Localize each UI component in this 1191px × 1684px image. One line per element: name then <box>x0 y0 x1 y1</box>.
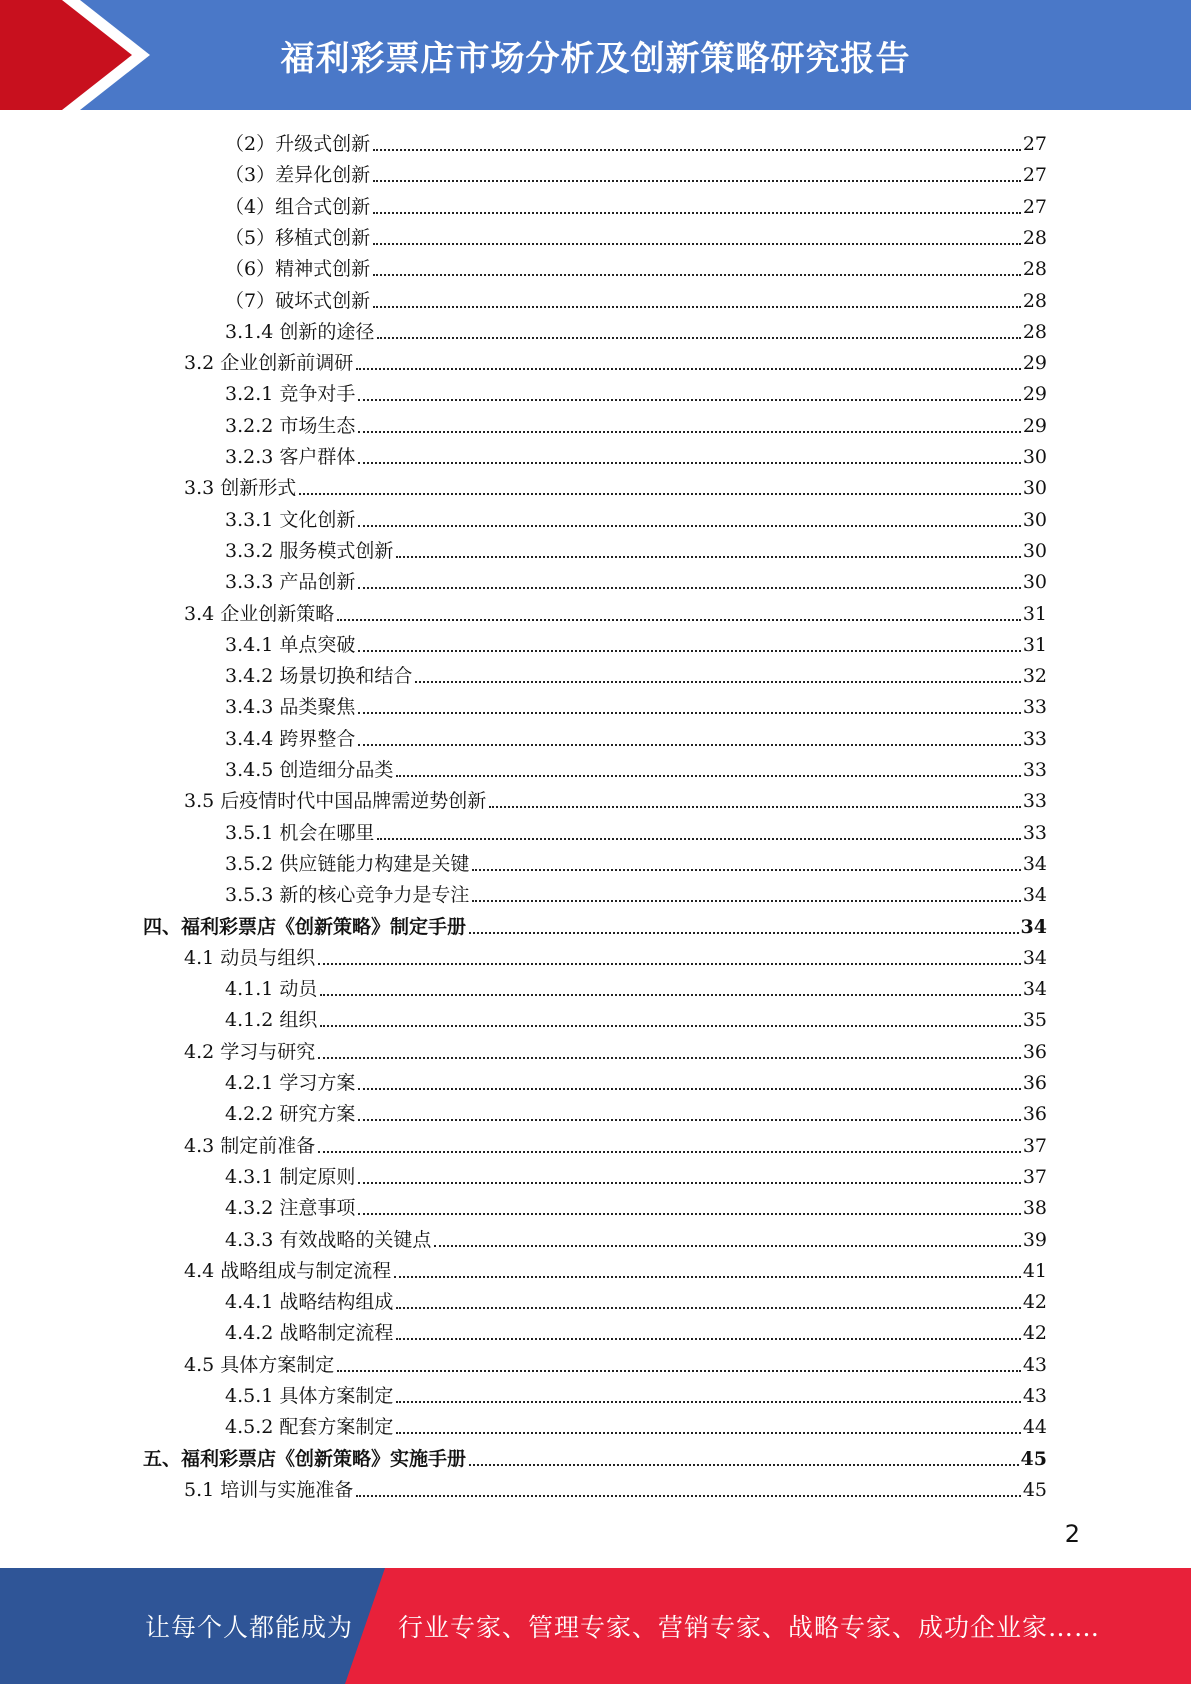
toc-dot-leader <box>358 744 1020 746</box>
toc-dot-leader <box>358 587 1020 589</box>
toc-entry[interactable] <box>184 1472 1047 1503</box>
toc-dot-leader <box>396 556 1020 558</box>
toc-entry-page: 31 <box>1022 602 1047 625</box>
toc-entry-page: 28 <box>1022 226 1047 249</box>
toc-dot-leader <box>415 681 1020 683</box>
toc-entry[interactable] <box>225 533 1047 564</box>
toc-entry[interactable] <box>225 1284 1047 1315</box>
toc-entry-page: 27 <box>1022 195 1047 218</box>
toc-dot-leader <box>396 1307 1020 1309</box>
toc-entry-page: 29 <box>1022 414 1047 437</box>
toc-entry-page: 34 <box>1022 946 1047 969</box>
footer-slogan-left: 让每个人都能成为 <box>145 1613 354 1642</box>
toc-entry[interactable] <box>225 439 1047 470</box>
toc-entry-label: 3.2.2 市场生态 <box>225 414 356 437</box>
toc-entry-page: 43 <box>1022 1385 1047 1407</box>
toc-entry[interactable] <box>225 846 1047 877</box>
toc-entry-label: 4.5 具体方案制定 <box>184 1353 335 1376</box>
toc-entry[interactable] <box>225 1096 1047 1127</box>
toc-entry-page: 42 <box>1022 1291 1047 1314</box>
toc-entry[interactable] <box>184 1128 1047 1159</box>
toc-entry[interactable] <box>225 1222 1047 1253</box>
toc-entry[interactable] <box>225 157 1047 188</box>
toc-entry-label: （5）移植式创新 <box>225 226 371 249</box>
toc-entry[interactable] <box>225 627 1047 658</box>
toc-entry[interactable] <box>225 815 1047 846</box>
toc-entry[interactable] <box>225 314 1047 345</box>
toc-dot-leader <box>373 243 1021 245</box>
toc-dot-leader <box>358 431 1020 433</box>
page-header <box>0 0 1191 110</box>
toc-entry[interactable] <box>225 877 1047 908</box>
toc-entry-page: 31 <box>1022 633 1047 656</box>
toc-dot-leader <box>358 1213 1020 1215</box>
toc-entry-page: 28 <box>1022 320 1047 343</box>
toc-dot-leader <box>396 1338 1020 1340</box>
toc-entry[interactable] <box>225 1002 1047 1033</box>
toc-entry-page: 43 <box>1022 1353 1047 1376</box>
toc-entry[interactable] <box>225 1378 1047 1409</box>
toc-entry-label: 3.2 企业创新前调研 <box>184 352 354 375</box>
toc-entry-label: 3.3.2 服务模式创新 <box>225 539 394 562</box>
toc-dot-leader <box>358 1182 1020 1184</box>
toc-dot-leader <box>337 1370 1021 1372</box>
toc-entry-label: 3.4.5 创造细分品类 <box>225 759 394 781</box>
toc-dot-leader <box>337 619 1021 621</box>
toc-entry[interactable] <box>225 689 1047 720</box>
toc-entry-page: 30 <box>1022 571 1047 594</box>
toc-dot-leader <box>396 775 1020 777</box>
toc-entry[interactable] <box>225 1190 1047 1221</box>
toc-entry[interactable] <box>225 408 1047 439</box>
toc-entry[interactable] <box>184 1034 1047 1065</box>
toc-entry[interactable] <box>225 658 1047 689</box>
toc-dot-leader <box>318 1057 1021 1059</box>
toc-dot-leader <box>373 180 1021 182</box>
toc-entry-page: 44 <box>1022 1416 1047 1439</box>
toc-entry-page: 33 <box>1022 821 1047 844</box>
footer-slogan-right: 行业专家、管理专家、营销专家、战略专家、成功企业家…… <box>398 1613 1101 1642</box>
toc-entry-page: 33 <box>1022 759 1047 781</box>
toc-dot-leader <box>320 994 1020 996</box>
toc-dot-leader <box>373 274 1021 276</box>
toc-dot-leader <box>472 869 1020 871</box>
toc-dot-leader <box>299 493 1021 495</box>
toc-dot-leader <box>469 1464 1019 1466</box>
toc-entry-page: 39 <box>1022 1228 1047 1251</box>
toc-dot-leader <box>358 399 1020 401</box>
toc-entry-page: 36 <box>1022 1072 1047 1094</box>
toc-dot-leader <box>358 1119 1020 1121</box>
toc-entry-label: 3.4.2 场景切换和结合 <box>225 665 413 688</box>
toc-entry-label: 4.4.2 战略制定流程 <box>225 1322 394 1345</box>
toc-entry[interactable] <box>225 189 1047 220</box>
toc-entry[interactable] <box>143 909 1047 940</box>
toc-dot-leader <box>358 462 1020 464</box>
toc-entry-page: 27 <box>1022 164 1047 187</box>
toc-dot-leader <box>358 525 1020 527</box>
toc-entry-page: 33 <box>1022 696 1047 719</box>
toc-entry[interactable] <box>184 596 1047 627</box>
toc-entry-label: 4.1 动员与组织 <box>184 946 316 969</box>
toc-entry[interactable] <box>225 1315 1047 1346</box>
toc-entry-page: 29 <box>1022 352 1047 375</box>
toc-entry-label: 4.2 学习与研究 <box>184 1040 316 1063</box>
toc-entry-label: 3.4.4 跨界整合 <box>225 727 356 750</box>
toc-entry[interactable] <box>225 220 1047 251</box>
toc-dot-leader <box>434 1245 1020 1247</box>
toc-entry-page: 30 <box>1022 446 1047 468</box>
toc-dot-leader <box>358 650 1020 652</box>
toc-entry-label: 3.4 企业创新策略 <box>184 602 335 625</box>
toc-entry-label: （7）破坏式创新 <box>225 289 371 312</box>
toc-entry-label: （2）升级式创新 <box>225 133 371 155</box>
toc-entry[interactable] <box>225 126 1047 157</box>
toc-entry-page: 33 <box>1022 790 1047 813</box>
toc-entry-label: 4.1.1 动员 <box>225 978 318 1001</box>
toc-dot-leader <box>377 337 1020 339</box>
toc-entry-label: 3.5.2 供应链能力构建是关键 <box>225 852 470 875</box>
toc-entry-label: 4.4 战略组成与制定流程 <box>184 1259 392 1282</box>
toc-entry-page: 34 <box>1022 852 1047 875</box>
toc-entry[interactable] <box>225 1409 1047 1440</box>
toc-dot-leader <box>320 1025 1020 1027</box>
toc-entry[interactable] <box>225 251 1047 282</box>
toc-dot-leader <box>396 1432 1020 1434</box>
toc-entry[interactable] <box>184 470 1047 501</box>
page-number: 2 <box>1064 1520 1080 1548</box>
toc-entry-label: 3.3.3 产品创新 <box>225 571 356 594</box>
toc-dot-leader <box>318 963 1021 965</box>
toc-entry[interactable] <box>184 1347 1047 1378</box>
toc-entry-label: 4.5.2 配套方案制定 <box>225 1416 394 1439</box>
toc-entry-label: 4.5.1 具体方案制定 <box>225 1385 394 1407</box>
toc-entry-label: 五、福利彩票店《创新策略》实施手册 <box>143 1447 467 1470</box>
toc-dot-leader <box>358 712 1020 714</box>
toc-entry-label: 3.2.3 客户群体 <box>225 446 356 468</box>
toc-entry-label: 3.4.3 品类聚焦 <box>225 696 356 719</box>
toc-entry-page: 28 <box>1022 289 1047 312</box>
toc-entry-page: 30 <box>1022 539 1047 562</box>
toc-entry-page: 38 <box>1022 1197 1047 1220</box>
toc-entry[interactable] <box>225 721 1047 752</box>
document-title: 福利彩票店市场分析及创新策略研究报告 <box>280 38 911 79</box>
toc-entry-label: 3.4.1 单点突破 <box>225 633 356 656</box>
toc-entry[interactable] <box>225 752 1047 783</box>
toc-entry-page: 36 <box>1022 1040 1047 1063</box>
page-footer <box>0 1568 1191 1684</box>
toc-entry-label: 3.1.4 创新的途径 <box>225 320 375 343</box>
toc-dot-leader <box>356 368 1021 370</box>
toc-entry[interactable] <box>225 971 1047 1002</box>
toc-dot-leader <box>373 149 1021 151</box>
toc-dot-leader <box>318 1151 1021 1153</box>
toc-entry-page: 29 <box>1022 383 1047 406</box>
toc-entry-page: 30 <box>1022 477 1047 500</box>
toc-entry[interactable] <box>225 1159 1047 1190</box>
toc-dot-leader <box>394 1276 1021 1278</box>
toc-entry-label: 3.2.1 竞争对手 <box>225 383 356 406</box>
toc-dot-leader <box>472 900 1020 902</box>
toc-entry[interactable] <box>225 564 1047 595</box>
toc-entry-label: 4.2.2 研究方案 <box>225 1103 356 1126</box>
toc-entry[interactable] <box>225 283 1047 314</box>
toc-entry-label: （4）组合式创新 <box>225 195 371 218</box>
toc-entry-label: 3.5.3 新的核心竞争力是专注 <box>225 884 470 907</box>
toc-dot-leader <box>396 1401 1020 1403</box>
toc-entry-page: 45 <box>1020 1447 1047 1470</box>
toc-dot-leader <box>358 1088 1020 1090</box>
toc-entry-page: 33 <box>1022 727 1047 750</box>
toc-entry[interactable] <box>184 783 1047 814</box>
toc-entry-label: 四、福利彩票店《创新策略》制定手册 <box>143 915 467 938</box>
toc-entry[interactable] <box>184 345 1047 376</box>
toc-entry-page: 45 <box>1022 1478 1047 1501</box>
toc-entry-page: 27 <box>1022 133 1047 155</box>
toc-entry-label: 4.2.1 学习方案 <box>225 1072 356 1094</box>
toc-entry-label: （6）精神式创新 <box>225 258 371 281</box>
toc-entry-label: 4.3 制定前准备 <box>184 1134 316 1157</box>
toc-entry-label: 3.3.1 文化创新 <box>225 508 356 531</box>
toc-entry-page: 28 <box>1022 258 1047 281</box>
toc-entry-page: 34 <box>1022 884 1047 907</box>
toc-entry-label: 4.3.3 有效战略的关键点 <box>225 1228 432 1251</box>
toc-dot-leader <box>356 1495 1021 1497</box>
toc-entry[interactable] <box>225 502 1047 533</box>
toc-entry-page: 42 <box>1022 1322 1047 1345</box>
toc-entry[interactable] <box>225 376 1047 407</box>
toc-entry-label: 3.5.1 机会在哪里 <box>225 821 375 844</box>
toc-entry-page: 41 <box>1022 1259 1047 1282</box>
toc-entry-label: 4.1.2 组织 <box>225 1009 318 1032</box>
toc-dot-leader <box>373 306 1021 308</box>
toc-entry-page: 32 <box>1022 665 1047 688</box>
toc-entry-page: 37 <box>1022 1134 1047 1157</box>
toc-entry-label: 5.1 培训与实施准备 <box>184 1478 354 1501</box>
toc-entry[interactable] <box>184 1253 1047 1284</box>
toc-entry-label: 3.5 后疫情时代中国品牌需逆势创新 <box>184 790 487 813</box>
toc-entry-page: 34 <box>1020 915 1047 938</box>
toc-dot-leader <box>377 838 1020 840</box>
toc-entry-page: 34 <box>1022 978 1047 1001</box>
toc-entry[interactable] <box>184 940 1047 971</box>
toc-entry-label: 4.3.1 制定原则 <box>225 1165 356 1188</box>
toc-dot-leader <box>373 212 1021 214</box>
toc-entry-label: 4.3.2 注意事项 <box>225 1197 356 1220</box>
toc-entry[interactable] <box>225 1065 1047 1096</box>
toc-entry-label: 3.3 创新形式 <box>184 477 297 500</box>
toc-dot-leader <box>469 932 1019 934</box>
toc-entry-label: （3）差异化创新 <box>225 164 371 187</box>
toc-dot-leader <box>489 806 1021 808</box>
toc-entry-page: 37 <box>1022 1165 1047 1188</box>
toc-entry-page: 35 <box>1022 1009 1047 1032</box>
toc-entry[interactable] <box>143 1441 1047 1472</box>
toc-entry-label: 4.4.1 战略结构组成 <box>225 1291 394 1314</box>
toc-entry-page: 36 <box>1022 1103 1047 1126</box>
toc-entry-page: 30 <box>1022 508 1047 531</box>
